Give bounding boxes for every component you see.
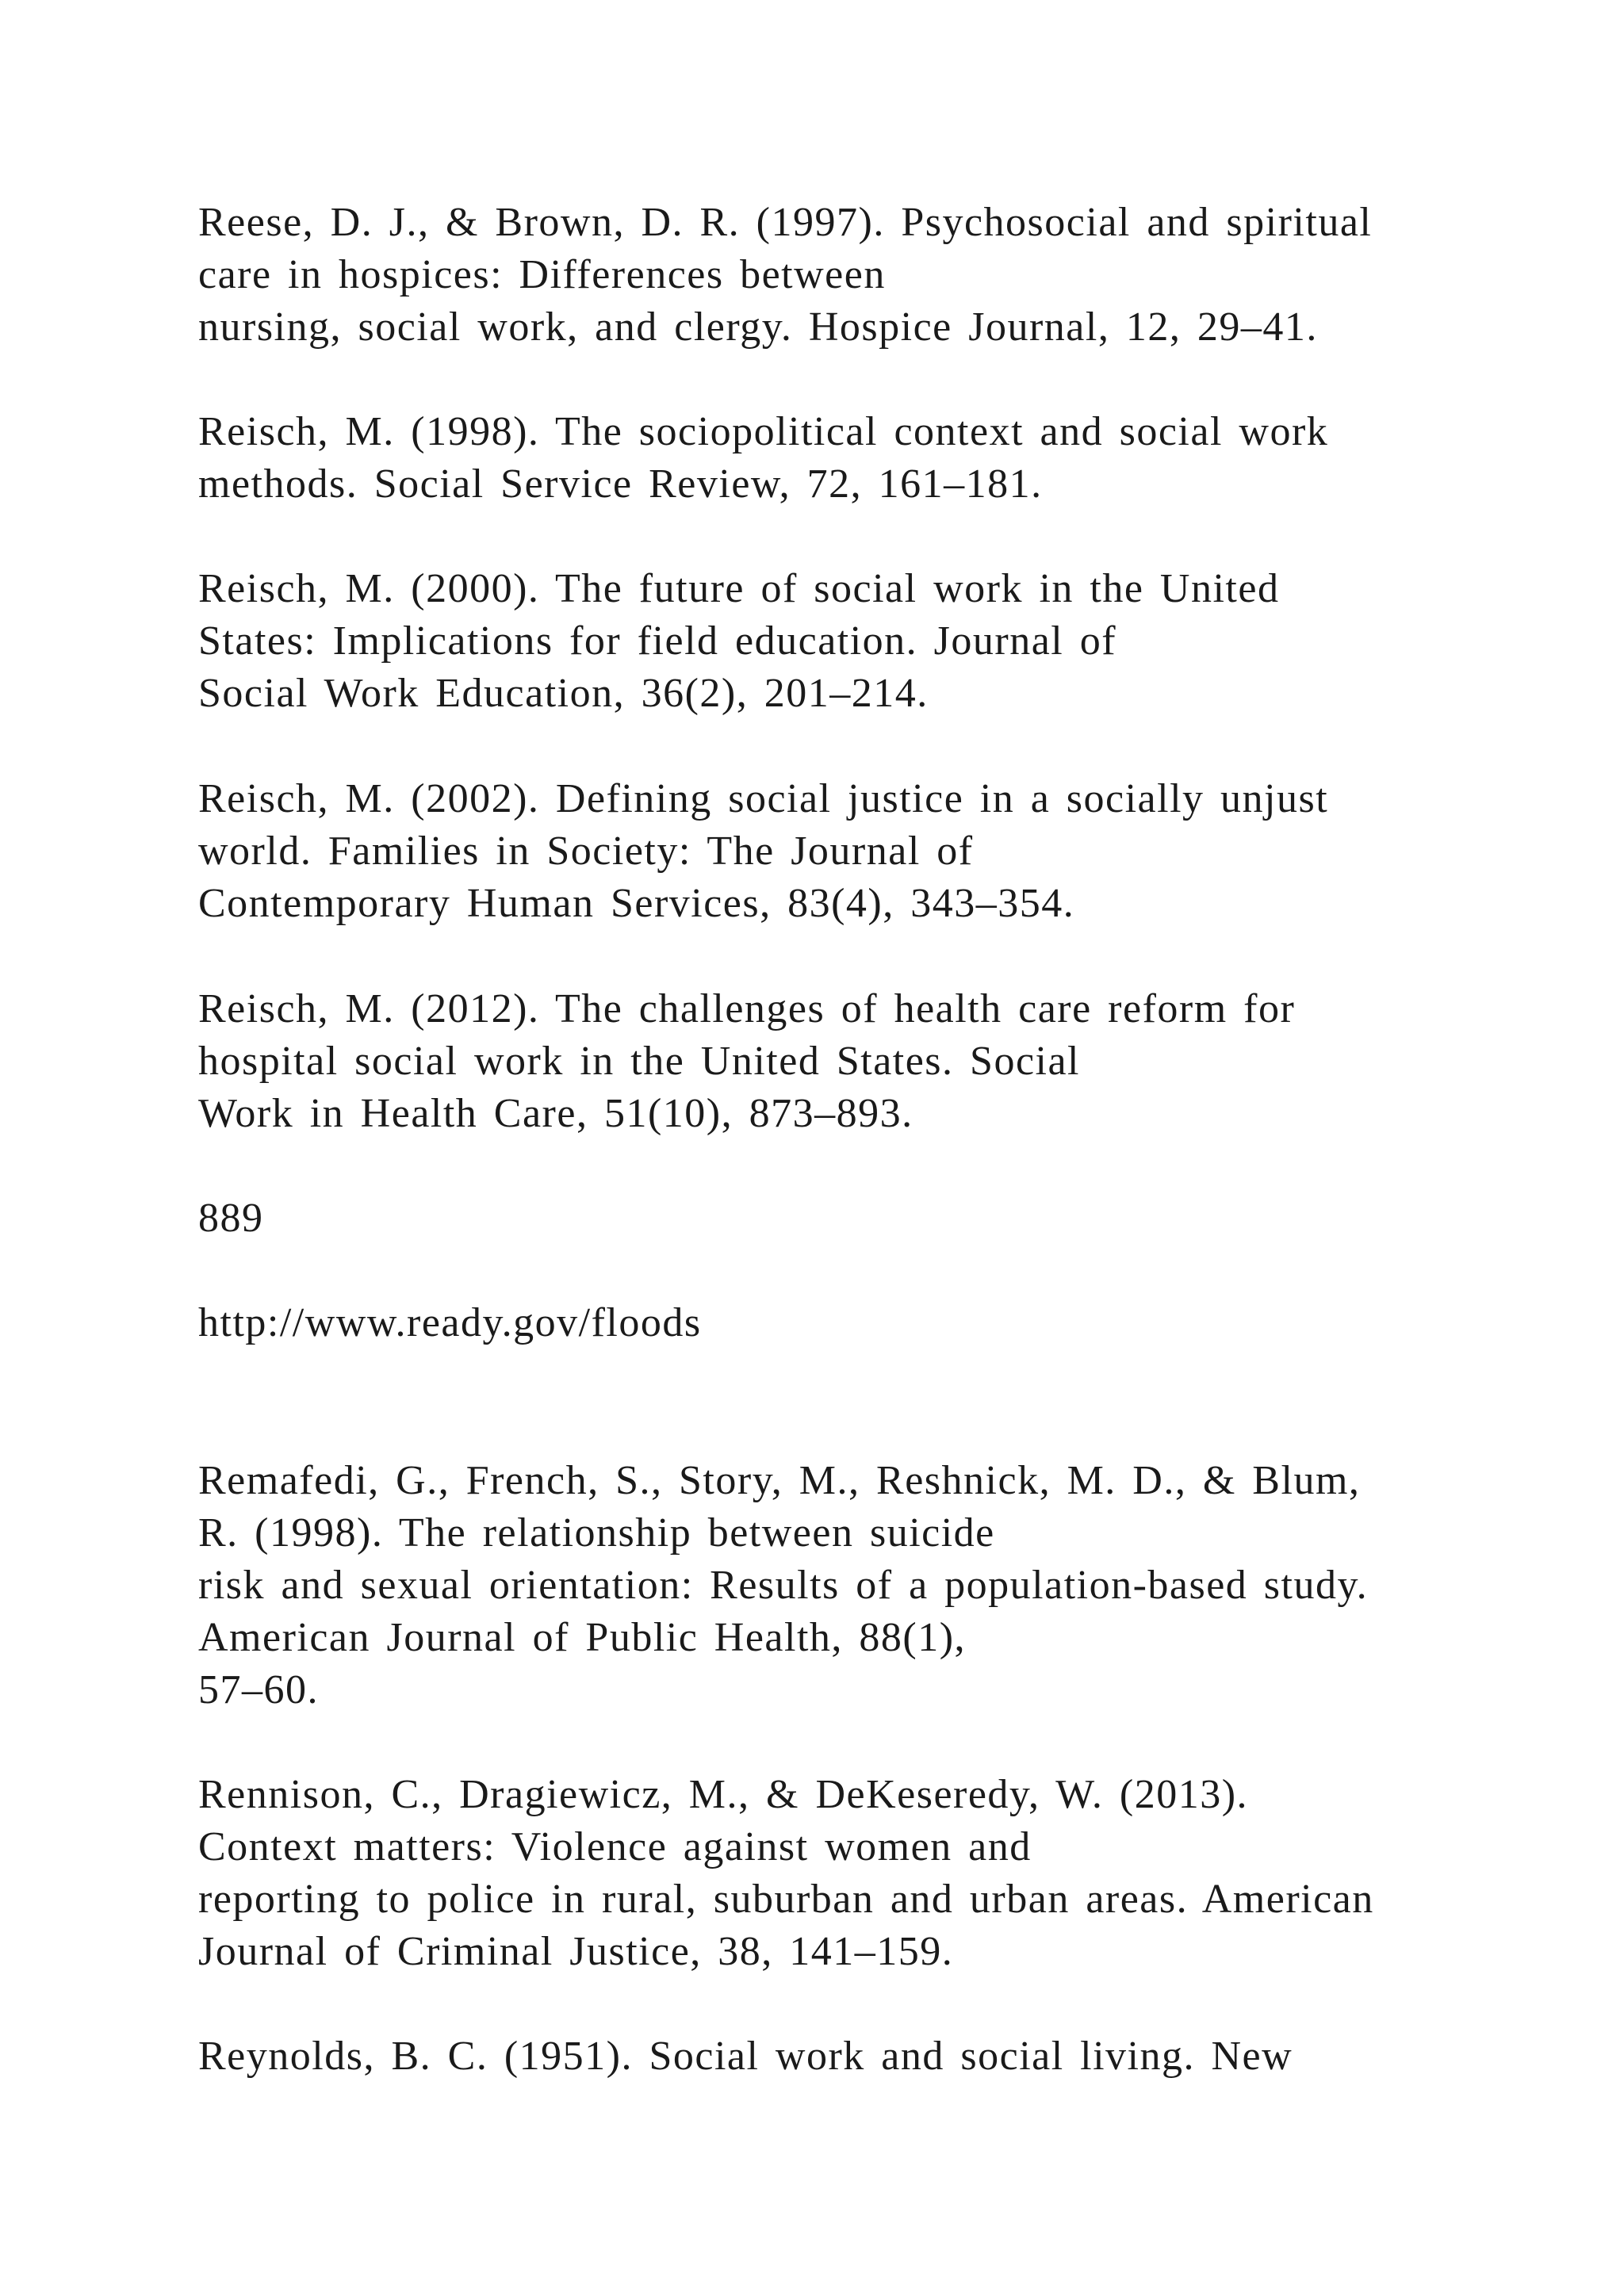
reference-line: Context matters: Violence against women and bbox=[198, 1824, 1032, 1869]
reference-line: methods. Social Service Review, 72, 161–181. bbox=[198, 461, 1043, 507]
reference-line: Reisch, M. (2002). Defining social justice in a socially unjust bbox=[198, 776, 1329, 821]
reference-line: care in hospices: Differences between bbox=[198, 252, 886, 297]
reference-line: States: Implications for field education. Journal of bbox=[198, 618, 1117, 664]
reference-line: nursing, social work, and clergy. Hospice Journal, 12, 29–41. bbox=[198, 304, 1318, 350]
reference-line: Rennison, C., Dragiewicz, M., & DeKeseredy, W. (2013). bbox=[198, 1772, 1249, 1817]
reference-line: Journal of Criminal Justice, 38, 141–159. bbox=[198, 1929, 954, 1974]
reference-line: Reisch, M. (1998). The sociopolitical context and social work bbox=[198, 409, 1329, 454]
reference-line: 57–60. bbox=[198, 1667, 319, 1712]
reference-line: Remafedi, G., French, S., Story, M., Reshnick, M. D., & Blum, bbox=[198, 1458, 1361, 1503]
reference-line: world. Families in Society: The Journal of bbox=[198, 828, 974, 874]
reference-line: Contemporary Human Services, 83(4), 343–354. bbox=[198, 881, 1075, 926]
url-text: http://www.ready.gov/floods bbox=[198, 1300, 702, 1345]
reference-line: Social Work Education, 36(2), 201–214. bbox=[198, 671, 929, 716]
reference-line: reporting to police in rural, suburban and urban areas. American bbox=[198, 1877, 1374, 1922]
reference-line: Work in Health Care, 51(10), 873–893. bbox=[198, 1091, 914, 1136]
reference-line: Reynolds, B. C. (1951). Social work and social living. New bbox=[198, 2034, 1293, 2079]
reference-line: Reese, D. J., & Brown, D. R. (1997). Psychosocial and spiritual bbox=[198, 200, 1373, 245]
reference-line: American Journal of Public Health, 88(1), bbox=[198, 1615, 967, 1660]
reference-line: R. (1998). The relationship between suicide bbox=[198, 1510, 995, 1556]
reference-line: risk and sexual orientation: Results of a population-based study. bbox=[198, 1563, 1369, 1608]
reference-line: Reisch, M. (2000). The future of social work in the United bbox=[198, 566, 1280, 611]
reference-line: hospital social work in the United States. Social bbox=[198, 1039, 1081, 1084]
page-number: 889 bbox=[198, 1196, 264, 1241]
reference-line: Reisch, M. (2012). The challenges of health care reform for bbox=[198, 986, 1296, 1031]
